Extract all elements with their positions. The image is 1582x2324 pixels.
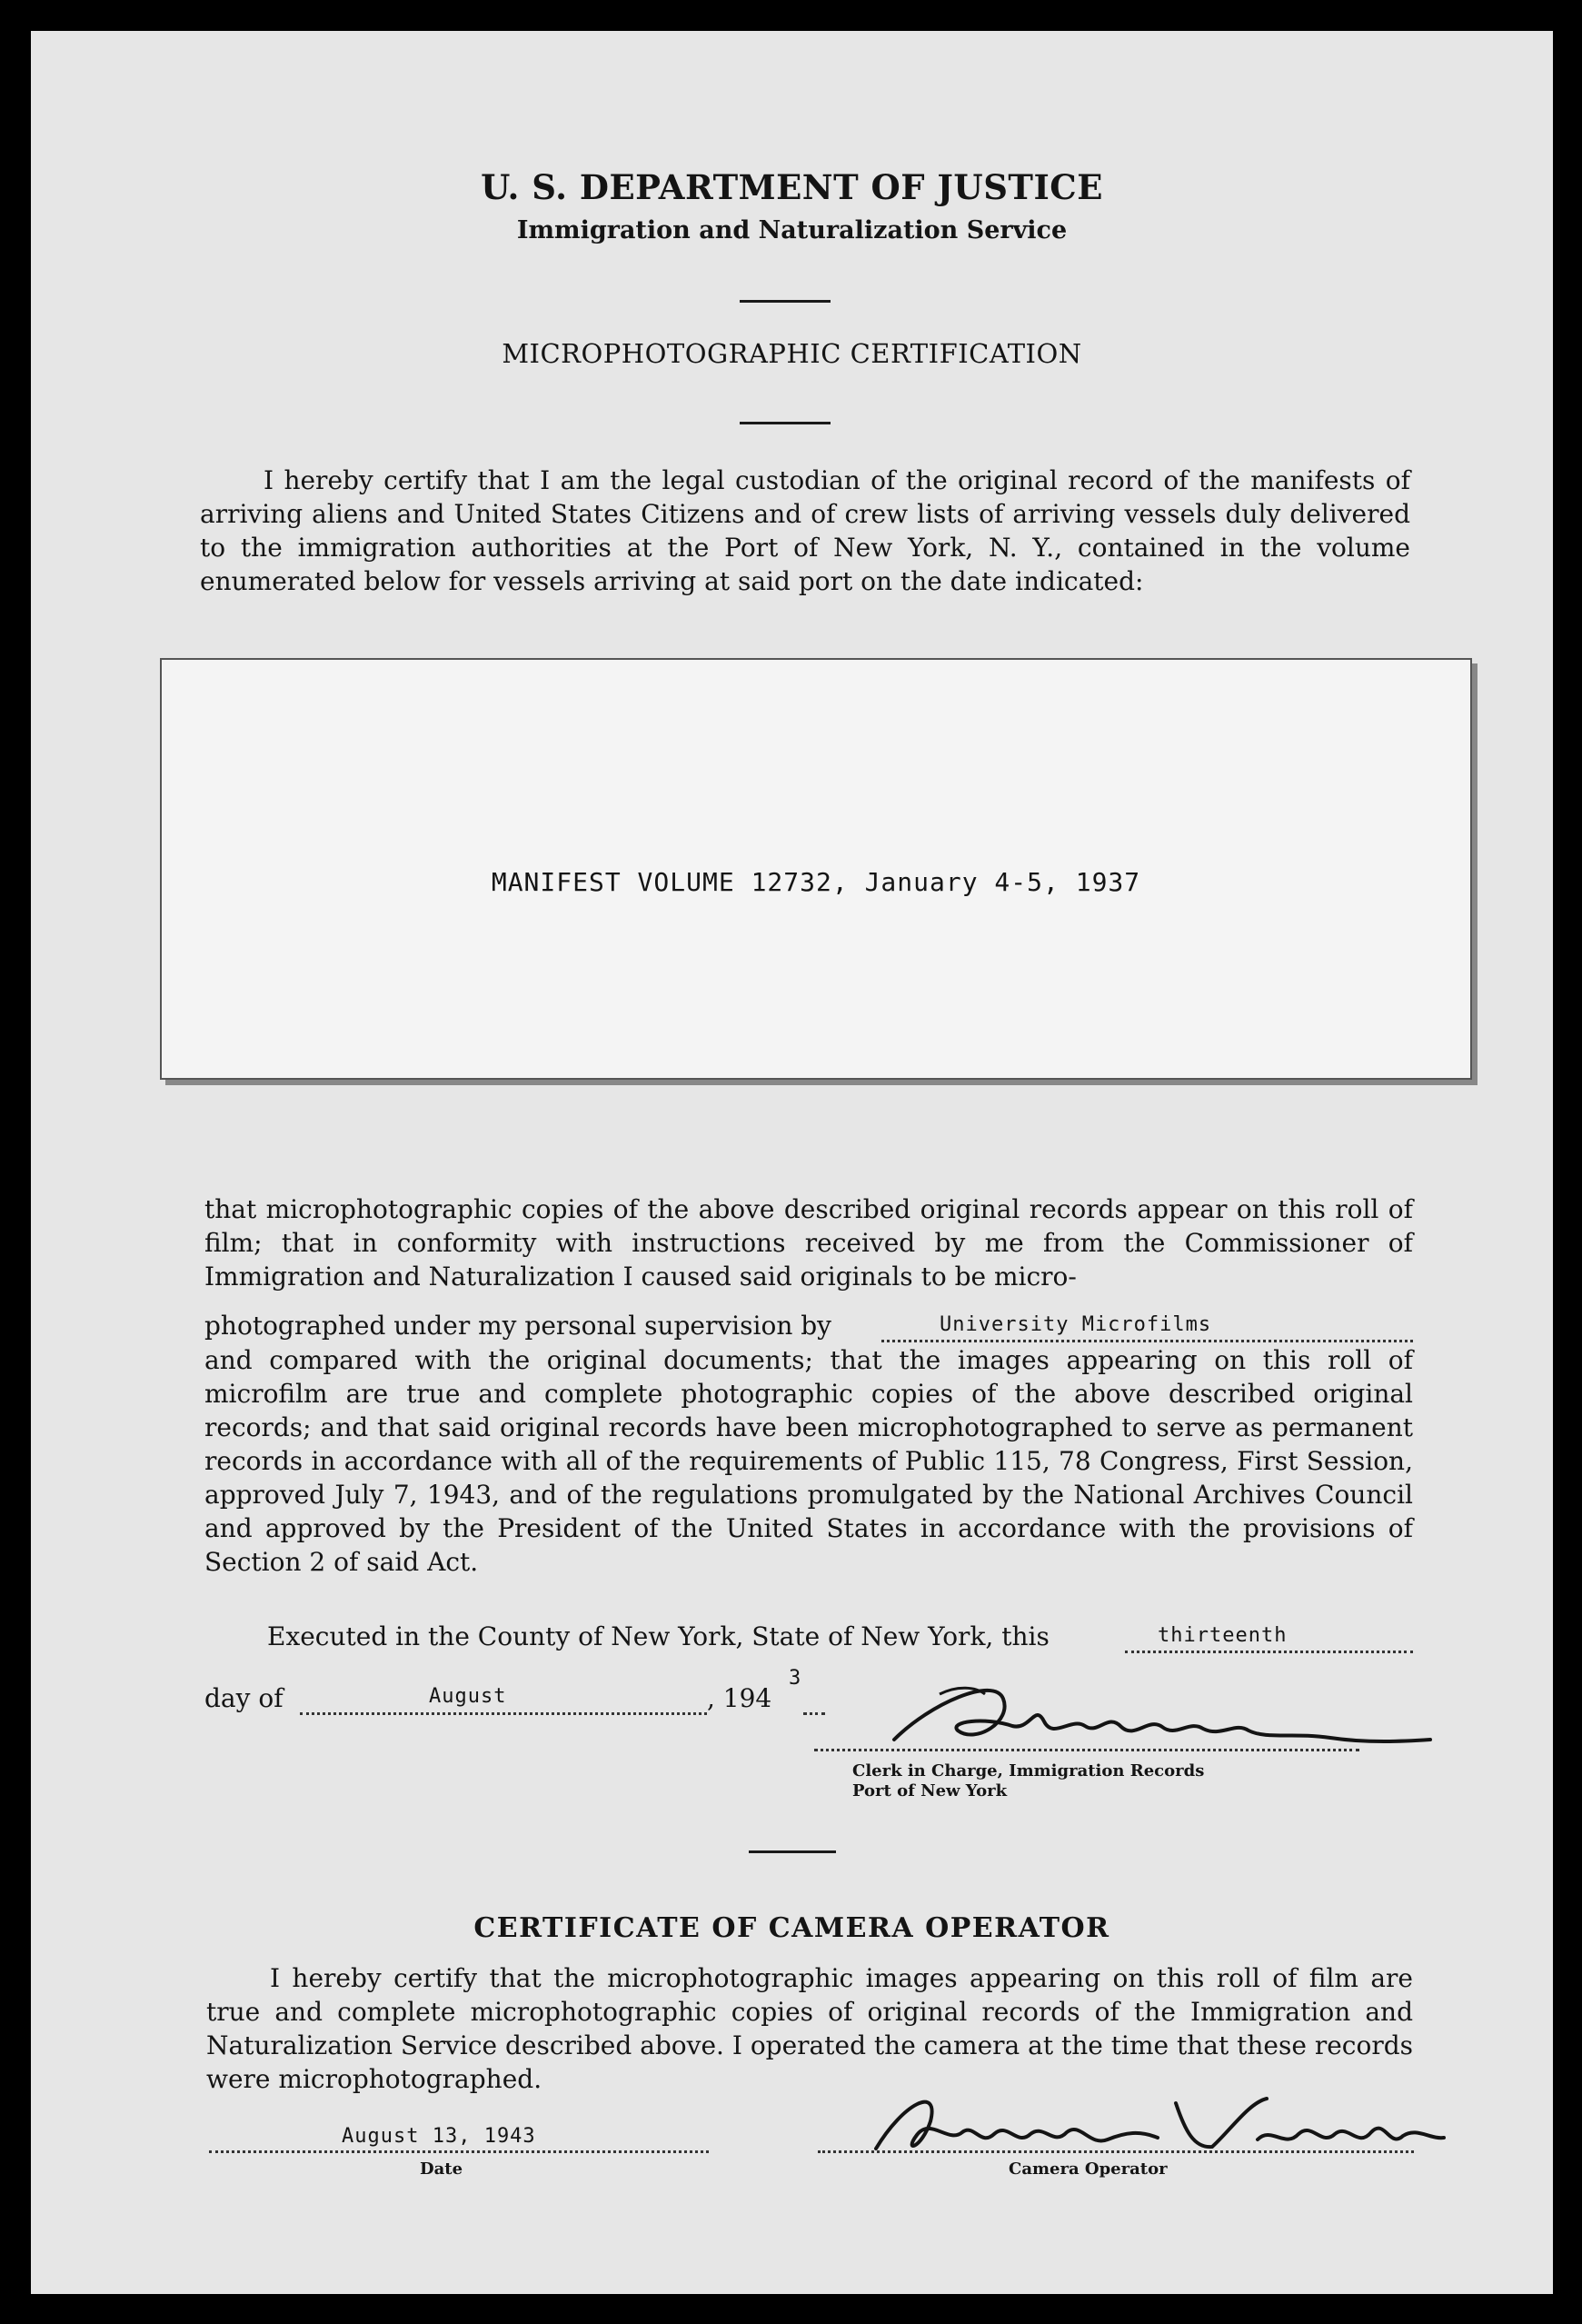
day-of-label: day of bbox=[204, 1683, 284, 1713]
execution-day-dotted-line bbox=[1125, 1651, 1413, 1653]
year-dotted-line bbox=[803, 1712, 825, 1715]
clerk-signature bbox=[876, 1667, 1439, 1758]
clerk-title-line2: Port of New York bbox=[852, 1781, 1008, 1800]
execution-prefix: Executed in the County of New York, State of New York, this bbox=[267, 1621, 1050, 1651]
volume-entry: MANIFEST VOLUME 12732, January 4-5, 1937 bbox=[491, 867, 1141, 897]
operator-label: Camera Operator bbox=[1009, 2159, 1168, 2179]
service-heading: Immigration and Naturalization Service bbox=[516, 216, 1068, 244]
divider-top bbox=[740, 300, 831, 303]
certificate-page bbox=[31, 31, 1553, 2294]
year-digit: 3 bbox=[789, 1667, 802, 1690]
supervisor-name: University Microfilms bbox=[940, 1313, 1212, 1336]
supervisor-dotted-line bbox=[881, 1340, 1413, 1342]
operator-signature bbox=[867, 2076, 1448, 2167]
certification-title: MICROPHOTOGRAPHIC CERTIFICATION bbox=[502, 338, 1082, 369]
body-lead-paragraph: that microphotographic copies of the above described original records appear on this roll of film; that in conformity with instructions received by me from the Commissioner of Immigration and Naturalization I caused said originals to be micro- bbox=[204, 1194, 1413, 1292]
execution-day: thirteenth bbox=[1158, 1624, 1288, 1647]
date-dotted-line bbox=[209, 2150, 709, 2153]
clerk-title-line1: Clerk in Charge, Immigration Records bbox=[852, 1761, 1205, 1780]
year-prefix: , 194 bbox=[707, 1683, 772, 1713]
clerk-title bbox=[852, 1761, 1204, 1801]
agency-heading: U. S. DEPARTMENT OF JUSTICE bbox=[481, 167, 1103, 207]
date-label: Date bbox=[420, 2159, 463, 2179]
body-rest-paragraph: and compared with the original documents; that the images appearing on this roll of microfilm are true and complete photographic copies of the above described original records; and that said original records have been microphotographed to serve as permanent records in accordance with all of the requirements of Public 115, 78 Congress, First Session, approved July 7, 1943, and of the regulations promulgated by the National Archives Council and approved by the President of the United States in accordance with the provisions of Section 2 of said Act. bbox=[204, 1345, 1413, 1577]
divider-title bbox=[740, 422, 831, 424]
divider-camera bbox=[749, 1850, 836, 1853]
camera-certificate-title: CERTIFICATE OF CAMERA OPERATOR bbox=[473, 1912, 1110, 1944]
camera-certificate-text: I hereby certify that the microphotographic images appearing on this roll of film are true and complete microphotographic copies of original records of the Immigration and Naturalization Service described above. I operated the camera at the time that these records were microphotographed. bbox=[206, 1963, 1413, 2094]
volume-box bbox=[160, 658, 1472, 1080]
supervision-prefix: photographed under my personal supervision by bbox=[204, 1311, 831, 1341]
month-dotted-line bbox=[300, 1712, 707, 1715]
execution-month: August bbox=[429, 1685, 507, 1708]
camera-date: August 13, 1943 bbox=[342, 2125, 536, 2148]
intro-paragraph: I hereby certify that I am the legal custodian of the original record of the manifests of arriving aliens and United States Citizens and of crew lists of arriving vessels duly delivered to the immigration authorities at the Port of New York, N. Y., contained in the volume enumerated below for vessels arriving at said port on the date indicated: bbox=[200, 465, 1410, 596]
